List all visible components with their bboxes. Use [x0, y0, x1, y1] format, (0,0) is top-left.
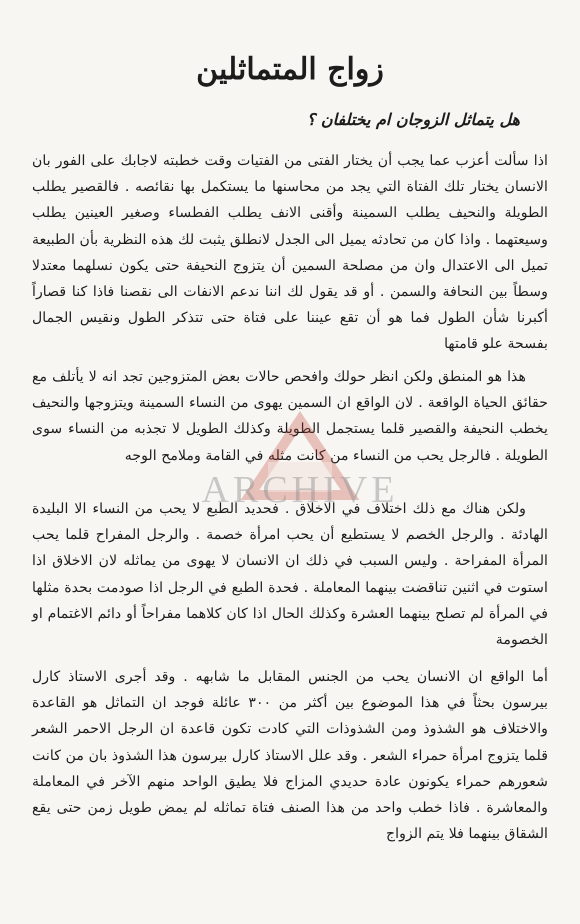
paragraph-1: اذا سألت أعزب عما يجب أن يختار الفتى من الفتيات وقت خطبته لاجابك على الفور بان الانسان يختار تلك الفتاة التي يجد من محاسنها ما يستكمل بها نقائصه . فالقصير يطلب الطويلة والنحيف يطلب السمينة وأقنى الانف يطلب الفطساء وصغير العينين يطلب وسيعتهما . واذا كان من تحادثه يميل الى الجدل لانطلق يثبت لك هذه النظرية بأن الطبيعة تميل الى الاعتدال وان من مصلحة السمين أن يتزوج النحيفة حتى يكون نسلهما معتدلا وسطاً بين النحافة والسمن . أو قد يقول لك اننا ندعم الانفات الى نقصنا فاذا كنا قصاراً أكبرنا شأن الطول فما هو أن تقع عيننا على فتاة حتى تتذكر الطول ونقيس الجمال بفسحة علو قامتها	[32, 153, 548, 353]
article-title: زواج المتماثلين	[196, 52, 384, 87]
paragraph-3: ولكن هناك مع ذلك اختلاف في الاخلاق . فحديد الطبع لا يحب من النساء الا البليدة الهادئة . والرجل الخصم لا يستطيع أن يحب امرأة خصمة . والرجل المفراح قلما يحب المرأة المفراحة . وليس السبب في ذلك ان الانسان لا يهوى من يماثله لان الاخلاق اذا استوت في اثنين تناقضت بينهما المعاملة . فحدة الطبع في الرجل اذا صودمت بحدة مثلها في المرأة لم تصلح بينهما العشرة وكذلك الحال اذا كان كلاهما مفراحاً أو دائم الاغتمام او الخصومة	[32, 501, 548, 649]
paragraph-2: هذا هو المنطق ولكن انظر حولك وافحص حالات بعض المتزوجين تجد انه لا يأتلف مع حقائق الحياة الواقعة . لان الواقع ان السمين يهوى من النساء السمينة ويتزوجها والنحيف يخطب النحيفة والقصير قلما يستجمل الطويلة وكذلك الطويل لا تجذبه من النساء سوى الطويلة . فالرجل يحب من النساء من كانت مثله في القامة وملامح الوجه	[32, 369, 548, 464]
watermark-text: ARCHIVE	[201, 469, 399, 511]
paragraph-4: أما الواقع ان الانسان يحب من الجنس المقابل ما شابهه . وقد أجرى الاستاذ كارل بيرسون بحثاً في هذا الموضوع بين أكثر من ٣٠٠ عائلة فوجد ان التماثل هو القاعدة والاختلاف هو الشذوذ ومن الشذوذات التي كادت تكون قاعدة ان الرجل الاحمر الشعر قلما يتزوج امرأة حمراء الشعر . وقد علل الاستاذ كارل بيرسون هذا الشذوذ بان من كانت شعورهم حمراء يكونون عادة حديدي المزاج فلا يطيق الواحد منهم الآخر في المعاملة والمعاشرة . فاذا خطب واحد من هذا الصنف فتاة تماثله لم يمض طويل زمن حتى يقع الشقاق بينهما فلا يتم الزواج	[32, 669, 548, 843]
article-subtitle: هل يتماثل الزوجان ام يختلفان ؟	[306, 110, 520, 129]
